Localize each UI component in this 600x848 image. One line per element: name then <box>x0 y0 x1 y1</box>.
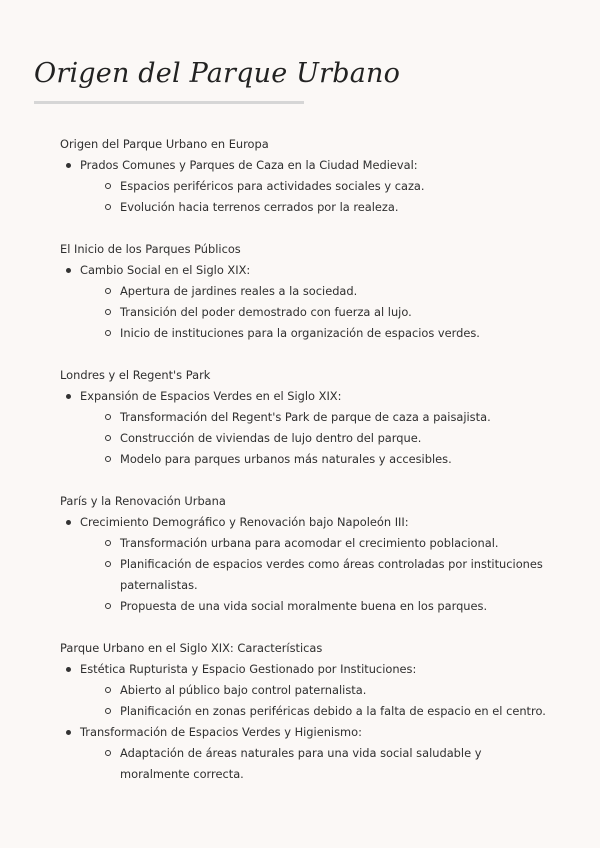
sub-list-item <box>100 533 550 554</box>
list-item <box>60 260 550 344</box>
hollow-bullet-icon <box>105 414 111 420</box>
sub-bullet-list <box>100 743 550 785</box>
list-item-text: Cambio Social en el Siglo XIX: <box>80 263 251 277</box>
bullet-list <box>60 260 550 344</box>
hollow-bullet-icon <box>105 183 111 189</box>
sub-list-item-text: Abierto al público bajo control paternalista. <box>120 683 367 697</box>
bullet-list <box>60 512 550 617</box>
list-item <box>60 659 550 722</box>
filled-bullet-icon <box>66 667 71 672</box>
filled-bullet-icon <box>66 268 71 273</box>
filled-bullet-icon <box>66 730 71 735</box>
list-item <box>60 722 550 785</box>
section-heading: Parque Urbano en el Siglo XIX: Características <box>60 641 323 655</box>
sub-list-item <box>100 323 550 344</box>
hollow-bullet-icon <box>105 330 111 336</box>
sub-list-item-text: Transformación del Regent's Park de parque de caza a paisajista. <box>120 410 491 424</box>
sub-list-item-text: Adaptación de áreas naturales para una vida social saludable y moralmente correcta. <box>120 746 482 781</box>
list-item <box>60 386 550 470</box>
list-item <box>60 512 550 617</box>
sub-list-item-text: Planificación en zonas periféricas debido a la falta de espacio en el centro. <box>120 704 546 718</box>
sub-list-item <box>100 743 550 785</box>
sub-list-item-text: Transición del poder demostrado con fuerza al lujo. <box>120 305 412 319</box>
sub-list-item <box>100 554 550 596</box>
list-item-text: Prados Comunes y Parques de Caza en la Ciudad Medieval: <box>80 158 418 172</box>
sub-list-item-text: Modelo para parques urbanos más naturales y accesibles. <box>120 452 452 466</box>
section-inicio-parques-publicos <box>60 239 550 344</box>
filled-bullet-icon <box>66 520 71 525</box>
filled-bullet-icon <box>66 163 71 168</box>
sub-bullet-list <box>100 680 550 722</box>
sub-list-item-text: Planificación de espacios verdes como áreas controladas por instituciones paternalistas. <box>120 557 543 592</box>
hollow-bullet-icon <box>105 561 111 567</box>
sub-list-item <box>100 302 550 323</box>
hollow-bullet-icon <box>105 750 111 756</box>
sub-list-item <box>100 449 550 470</box>
list-item-text: Estética Rupturista y Espacio Gestionado por Instituciones: <box>80 662 417 676</box>
hollow-bullet-icon <box>105 288 111 294</box>
sub-bullet-list <box>100 533 550 617</box>
section-londres-regents-park <box>60 365 550 470</box>
sub-list-item <box>100 176 550 197</box>
hollow-bullet-icon <box>105 687 111 693</box>
hollow-bullet-icon <box>105 204 111 210</box>
list-item-text: Transformación de Espacios Verdes y Higienismo: <box>80 725 362 739</box>
list-item <box>60 155 550 218</box>
list-item-text: Crecimiento Demográfico y Renovación bajo Napoleón III: <box>80 515 409 529</box>
title-underline <box>34 101 304 104</box>
page-title: Origen del Parque Urbano <box>34 58 401 89</box>
hollow-bullet-icon <box>105 456 111 462</box>
hollow-bullet-icon <box>105 708 111 714</box>
hollow-bullet-icon <box>105 435 111 441</box>
section-heading: París y la Renovación Urbana <box>60 494 226 508</box>
bullet-list <box>60 386 550 470</box>
sub-bullet-list <box>100 176 550 218</box>
hollow-bullet-icon <box>105 309 111 315</box>
list-item-text: Expansión de Espacios Verdes en el Siglo XIX: <box>80 389 342 403</box>
sub-list-item-text: Propuesta de una vida social moralmente buena en los parques. <box>120 599 488 613</box>
sub-list-item <box>100 680 550 701</box>
section-heading: Origen del Parque Urbano en Europa <box>60 137 269 151</box>
bullet-list <box>60 659 550 785</box>
sub-list-item-text: Espacios periféricos para actividades sociales y caza. <box>120 179 425 193</box>
sub-list-item <box>100 197 550 218</box>
sub-list-item <box>100 407 550 428</box>
sub-list-item <box>100 596 550 617</box>
outline-content <box>60 134 550 806</box>
sub-list-item-text: Evolución hacia terrenos cerrados por la realeza. <box>120 200 399 214</box>
section-heading: El Inicio de los Parques Públicos <box>60 242 241 256</box>
sub-list-item-text: Construcción de viviendas de lujo dentro del parque. <box>120 431 422 445</box>
sub-list-item-text: Inicio de instituciones para la organización de espacios verdes. <box>120 326 480 340</box>
sub-list-item-text: Transformación urbana para acomodar el crecimiento poblacional. <box>120 536 499 550</box>
section-paris-renovacion <box>60 491 550 617</box>
bullet-list <box>60 155 550 218</box>
sub-list-item-text: Apertura de jardines reales a la sociedad. <box>120 284 358 298</box>
hollow-bullet-icon <box>105 603 111 609</box>
hollow-bullet-icon <box>105 540 111 546</box>
sub-bullet-list <box>100 407 550 470</box>
sub-list-item <box>100 281 550 302</box>
sub-bullet-list <box>100 281 550 344</box>
sub-list-item <box>100 701 550 722</box>
section-heading: Londres y el Regent's Park <box>60 368 211 382</box>
sub-list-item <box>100 428 550 449</box>
section-parque-siglo-xix <box>60 638 550 785</box>
section-origen-europa <box>60 134 550 218</box>
filled-bullet-icon <box>66 394 71 399</box>
